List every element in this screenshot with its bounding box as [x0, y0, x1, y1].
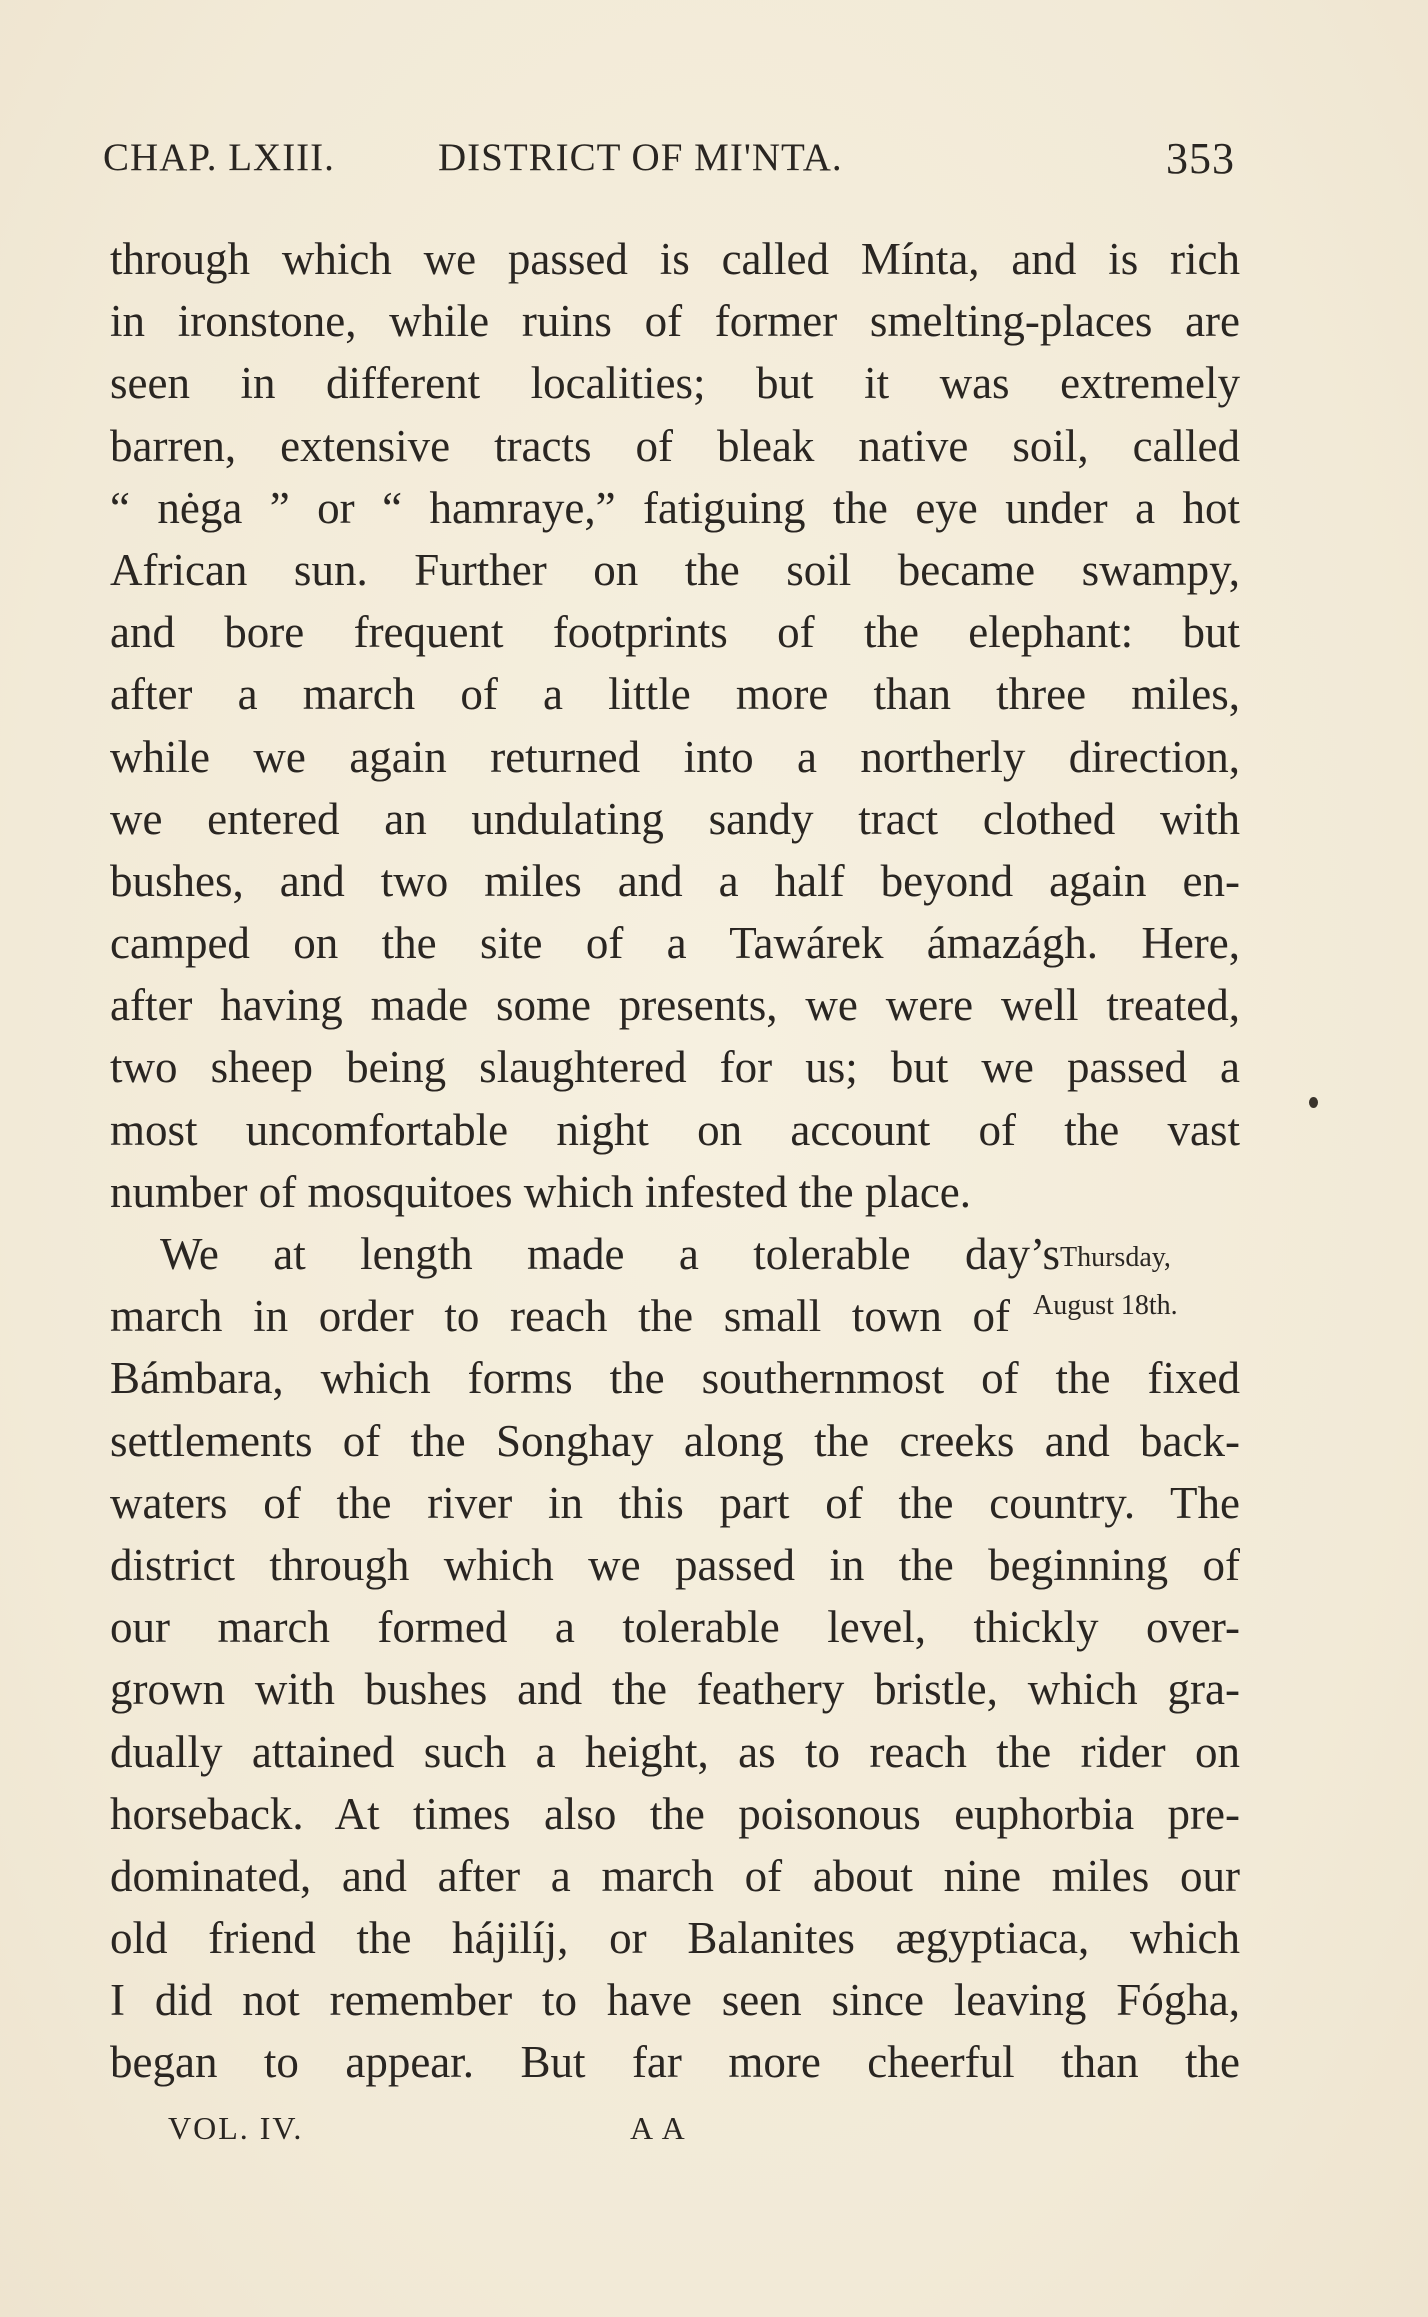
text-line: “ nėga ” or “ hamraye,” fatiguing the eye under a hot [110, 482, 1240, 533]
text-line: settlements of the Songhay along the creeks and back- [110, 1415, 1240, 1466]
page-footer [168, 2110, 728, 2150]
page-title: DISTRICT OF MI'NTA. [438, 136, 843, 179]
text-line: began to appear. But far more cheerful than the [110, 2037, 1240, 2088]
text-line: bushes, and two miles and a half beyond again en- [110, 855, 1240, 906]
body-text [110, 228, 1240, 2094]
text-line: We at length made a tolerable day’s [160, 1229, 1060, 1279]
text-line: old friend the hájilíj, or Balanites ægyptiaca, which [110, 1913, 1240, 1964]
text-line: barren, extensive tracts of bleak native soil, called [110, 420, 1240, 471]
text-line: in ironstone, while ruins of former smelting-places are [110, 296, 1240, 347]
signature-mark: A A [630, 2110, 687, 2146]
text-line: camped on the site of a Tawárek ámazágh. Here, [110, 918, 1240, 969]
text-line: and bore frequent footprints of the elephant: but [110, 607, 1240, 658]
text-line: we entered an undulating sandy tract clothed with [110, 793, 1240, 844]
text-line: march in order to reach the small town of [110, 1291, 1010, 1342]
text-line: while we again returned into a northerly direction, [110, 731, 1240, 782]
running-header [103, 135, 1235, 187]
text-line: dominated, and after a march of about nine miles our [110, 1850, 1240, 1901]
text-line: horseback. At times also the poisonous euphorbia pre- [110, 1788, 1240, 1839]
text-line: our march formed a tolerable level, thickly over- [110, 1602, 1240, 1653]
text-line: after having made some presents, we were well treated, [110, 980, 1240, 1031]
text-line: I did not remember to have seen since leaving Fógha, [110, 1975, 1240, 2026]
marginal-note-date: August 18th. [1033, 1290, 1178, 1321]
ink-speck [1309, 1097, 1318, 1108]
text-line: grown with bushes and the feathery bristle, which gra- [110, 1664, 1240, 1715]
marginal-note-day: Thursday, [1060, 1242, 1171, 1273]
text-line: seen in different localities; but it was extremely [110, 358, 1240, 409]
text-line: Bámbara, which forms the southernmost of the fixed [110, 1353, 1240, 1404]
text-line: dually attained such a height, as to reach the rider on [110, 1726, 1240, 1777]
chapter-label: CHAP. LXIII. [103, 136, 335, 179]
text-line: number of mosquitoes which infested the place. [110, 1166, 972, 1217]
text-line: most uncomfortable night on account of the vast [110, 1104, 1240, 1155]
page-number: 353 [1166, 134, 1235, 183]
text-line: waters of the river in this part of the country. The [110, 1477, 1240, 1528]
text-line: district through which we passed in the beginning of [110, 1539, 1240, 1590]
text-line: African sun. Further on the soil became swampy, [110, 544, 1240, 595]
text-line: two sheep being slaughtered for us; but we passed a [110, 1042, 1240, 1093]
text-line: after a march of a little more than three miles, [110, 669, 1240, 720]
volume-label: VOL. IV. [168, 2110, 304, 2146]
text-line: through which we passed is called Mínta, and is rich [110, 234, 1240, 284]
